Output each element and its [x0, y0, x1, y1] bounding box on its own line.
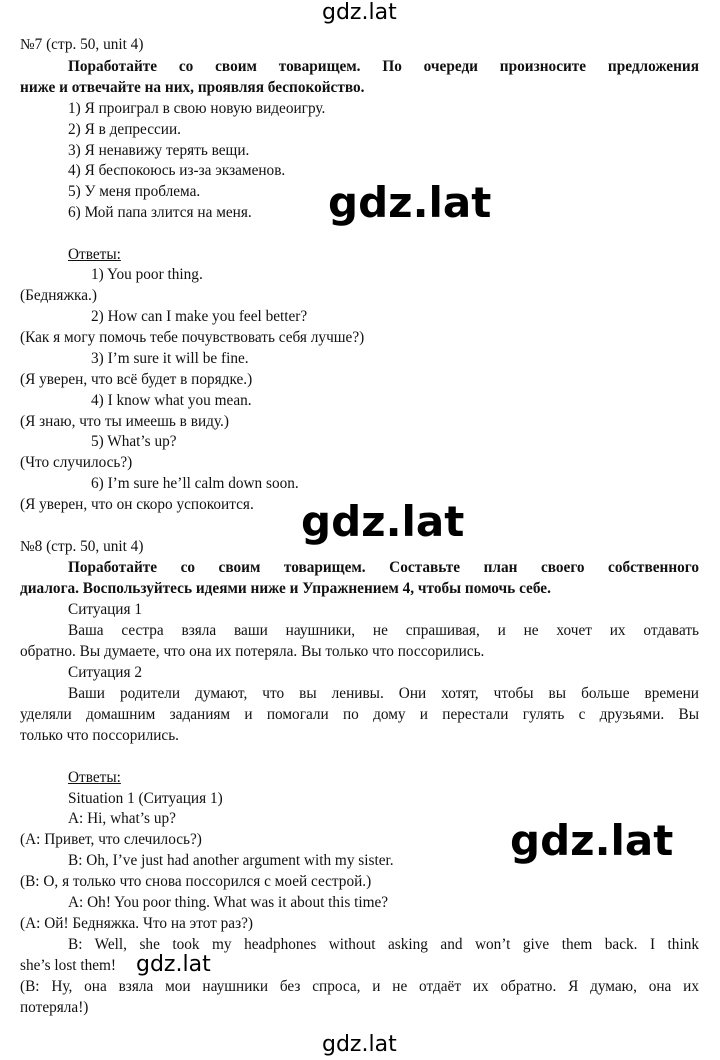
ex7-answer-1-ru: (Бедняжка.)	[20, 287, 97, 304]
ex7-heading: №7 (стр. 50, unit 4)	[20, 36, 144, 53]
ex7-item-6: 6) Мой папа злится на меня.	[68, 204, 252, 221]
ex8-situation-1-label: Ситуация 1	[68, 601, 142, 618]
watermark-bottom: gdz.lat	[322, 1032, 397, 1057]
ex8-dialogue-4-en-line-2: she’s lost them!	[20, 957, 117, 974]
watermark-large-3: gdz.lat	[510, 816, 674, 865]
ex8-dialogue-1-ru: (A: Привет, что слечилось?)	[20, 831, 202, 848]
ex8-situation-2-line-1: Ваши родители думают, что вы ленивы. Они хотят, чтобы вы больше времени	[68, 685, 699, 702]
ex8-situation-1-line-2: обратно. Вы думаете, что она их потеряла. Вы только что поссорились.	[20, 643, 485, 660]
ex7-task-line-1: Поработайте со своим товарищем. По очереди произносите предложения	[68, 58, 699, 75]
watermark-small: gdz.lat	[136, 952, 211, 977]
ex8-dialogue-3-en: A: Oh! You poor thing. What was it about this time?	[68, 894, 389, 911]
ex7-answer-4-ru: (Я знаю, что ты имеешь в виду.)	[20, 413, 229, 430]
ex8-situation-2-label: Ситуация 2	[68, 664, 142, 681]
ex8-situation-1-line-1: Ваша сестра взяла ваши наушники, не спрашивая, и не хочет их отдавать	[68, 622, 699, 639]
ex8-dialogue-2-ru: (B: О, я только что снова поссорился с моей сестрой.)	[20, 873, 372, 890]
watermark-large-1: gdz.lat	[328, 178, 492, 227]
ex7-item-4: 4) Я беспокоюсь из-за экзаменов.	[68, 162, 286, 179]
ex7-item-3: 3) Я ненавижу терять вещи.	[68, 142, 250, 159]
ex7-answer-2-en: 2) How can I make you feel better?	[91, 308, 308, 325]
ex7-answer-6-en: 6) I’m sure he’ll calm down soon.	[91, 475, 299, 492]
ex7-item-1: 1) Я проиграл в свою новую видеоигру.	[68, 100, 326, 117]
ex7-item-5: 5) У меня проблема.	[68, 183, 201, 200]
ex8-situation-2-line-3: только что поссорились.	[20, 727, 180, 744]
ex8-heading: №8 (стр. 50, unit 4)	[20, 538, 144, 555]
ex8-dialogue-3-ru: (A: Ой! Бедняжка. Что на этот раз?)	[20, 915, 254, 932]
ex7-answer-6-ru: (Я уверен, что он скоро успокоится.	[20, 496, 254, 513]
watermark-large-2: gdz.lat	[301, 497, 465, 546]
ex8-task-line-1: Поработайте со своим товарищем. Составьте план своего собственного	[68, 559, 699, 576]
ex8-dialogue-4-en-line-1: B: Well, she took my headphones without asking and won’t give them back. I think	[68, 936, 699, 953]
ex8-answer-title: Situation 1 (Ситуация 1)	[68, 790, 223, 807]
ex7-answer-3-ru: (Я уверен, что всё будет в порядке.)	[20, 371, 253, 388]
ex7-answers-label: Ответы:	[68, 246, 121, 263]
ex8-dialogue-2-en: B: Oh, I’ve just had another argument with my sister.	[68, 852, 394, 869]
ex8-task-line-2: диалога. Воспользуйтесь идеями ниже и Упражнением 4, чтобы помочь себе.	[20, 580, 551, 597]
ex8-answers-label: Ответы:	[68, 769, 121, 786]
ex7-answer-4-en: 4) I know what you mean.	[91, 392, 252, 409]
ex7-answer-2-ru: (Как я могу помочь тебе почувствовать себя лучше?)	[20, 329, 365, 346]
ex8-situation-2-line-2: уделяли домашним заданиям и помогали по дому и перестали гулять с друзьями. Вы	[20, 706, 699, 723]
ex7-item-2: 2) Я в депрессии.	[68, 121, 181, 138]
watermark-top: gdz.lat	[322, 0, 397, 25]
ex8-dialogue-4-ru-line-1: (B: Ну, она взяла мои наушники без спроса, и не отдаёт их обратно. Я думаю, она их	[20, 978, 699, 995]
ex8-dialogue-4-ru-line-2: потеряла!)	[20, 999, 89, 1016]
ex7-answer-3-en: 3) I’m sure it will be fine.	[91, 350, 249, 367]
ex8-dialogue-1-en: A: Hi, what’s up?	[68, 810, 176, 827]
ex7-answer-5-ru: (Что случилось?)	[20, 454, 133, 471]
ex7-answer-5-en: 5) What’s up?	[91, 433, 177, 450]
ex7-task-line-2: ниже и отвечайте на них, проявляя беспокойство.	[20, 79, 365, 96]
ex7-answer-1-en: 1) You poor thing.	[91, 266, 203, 283]
